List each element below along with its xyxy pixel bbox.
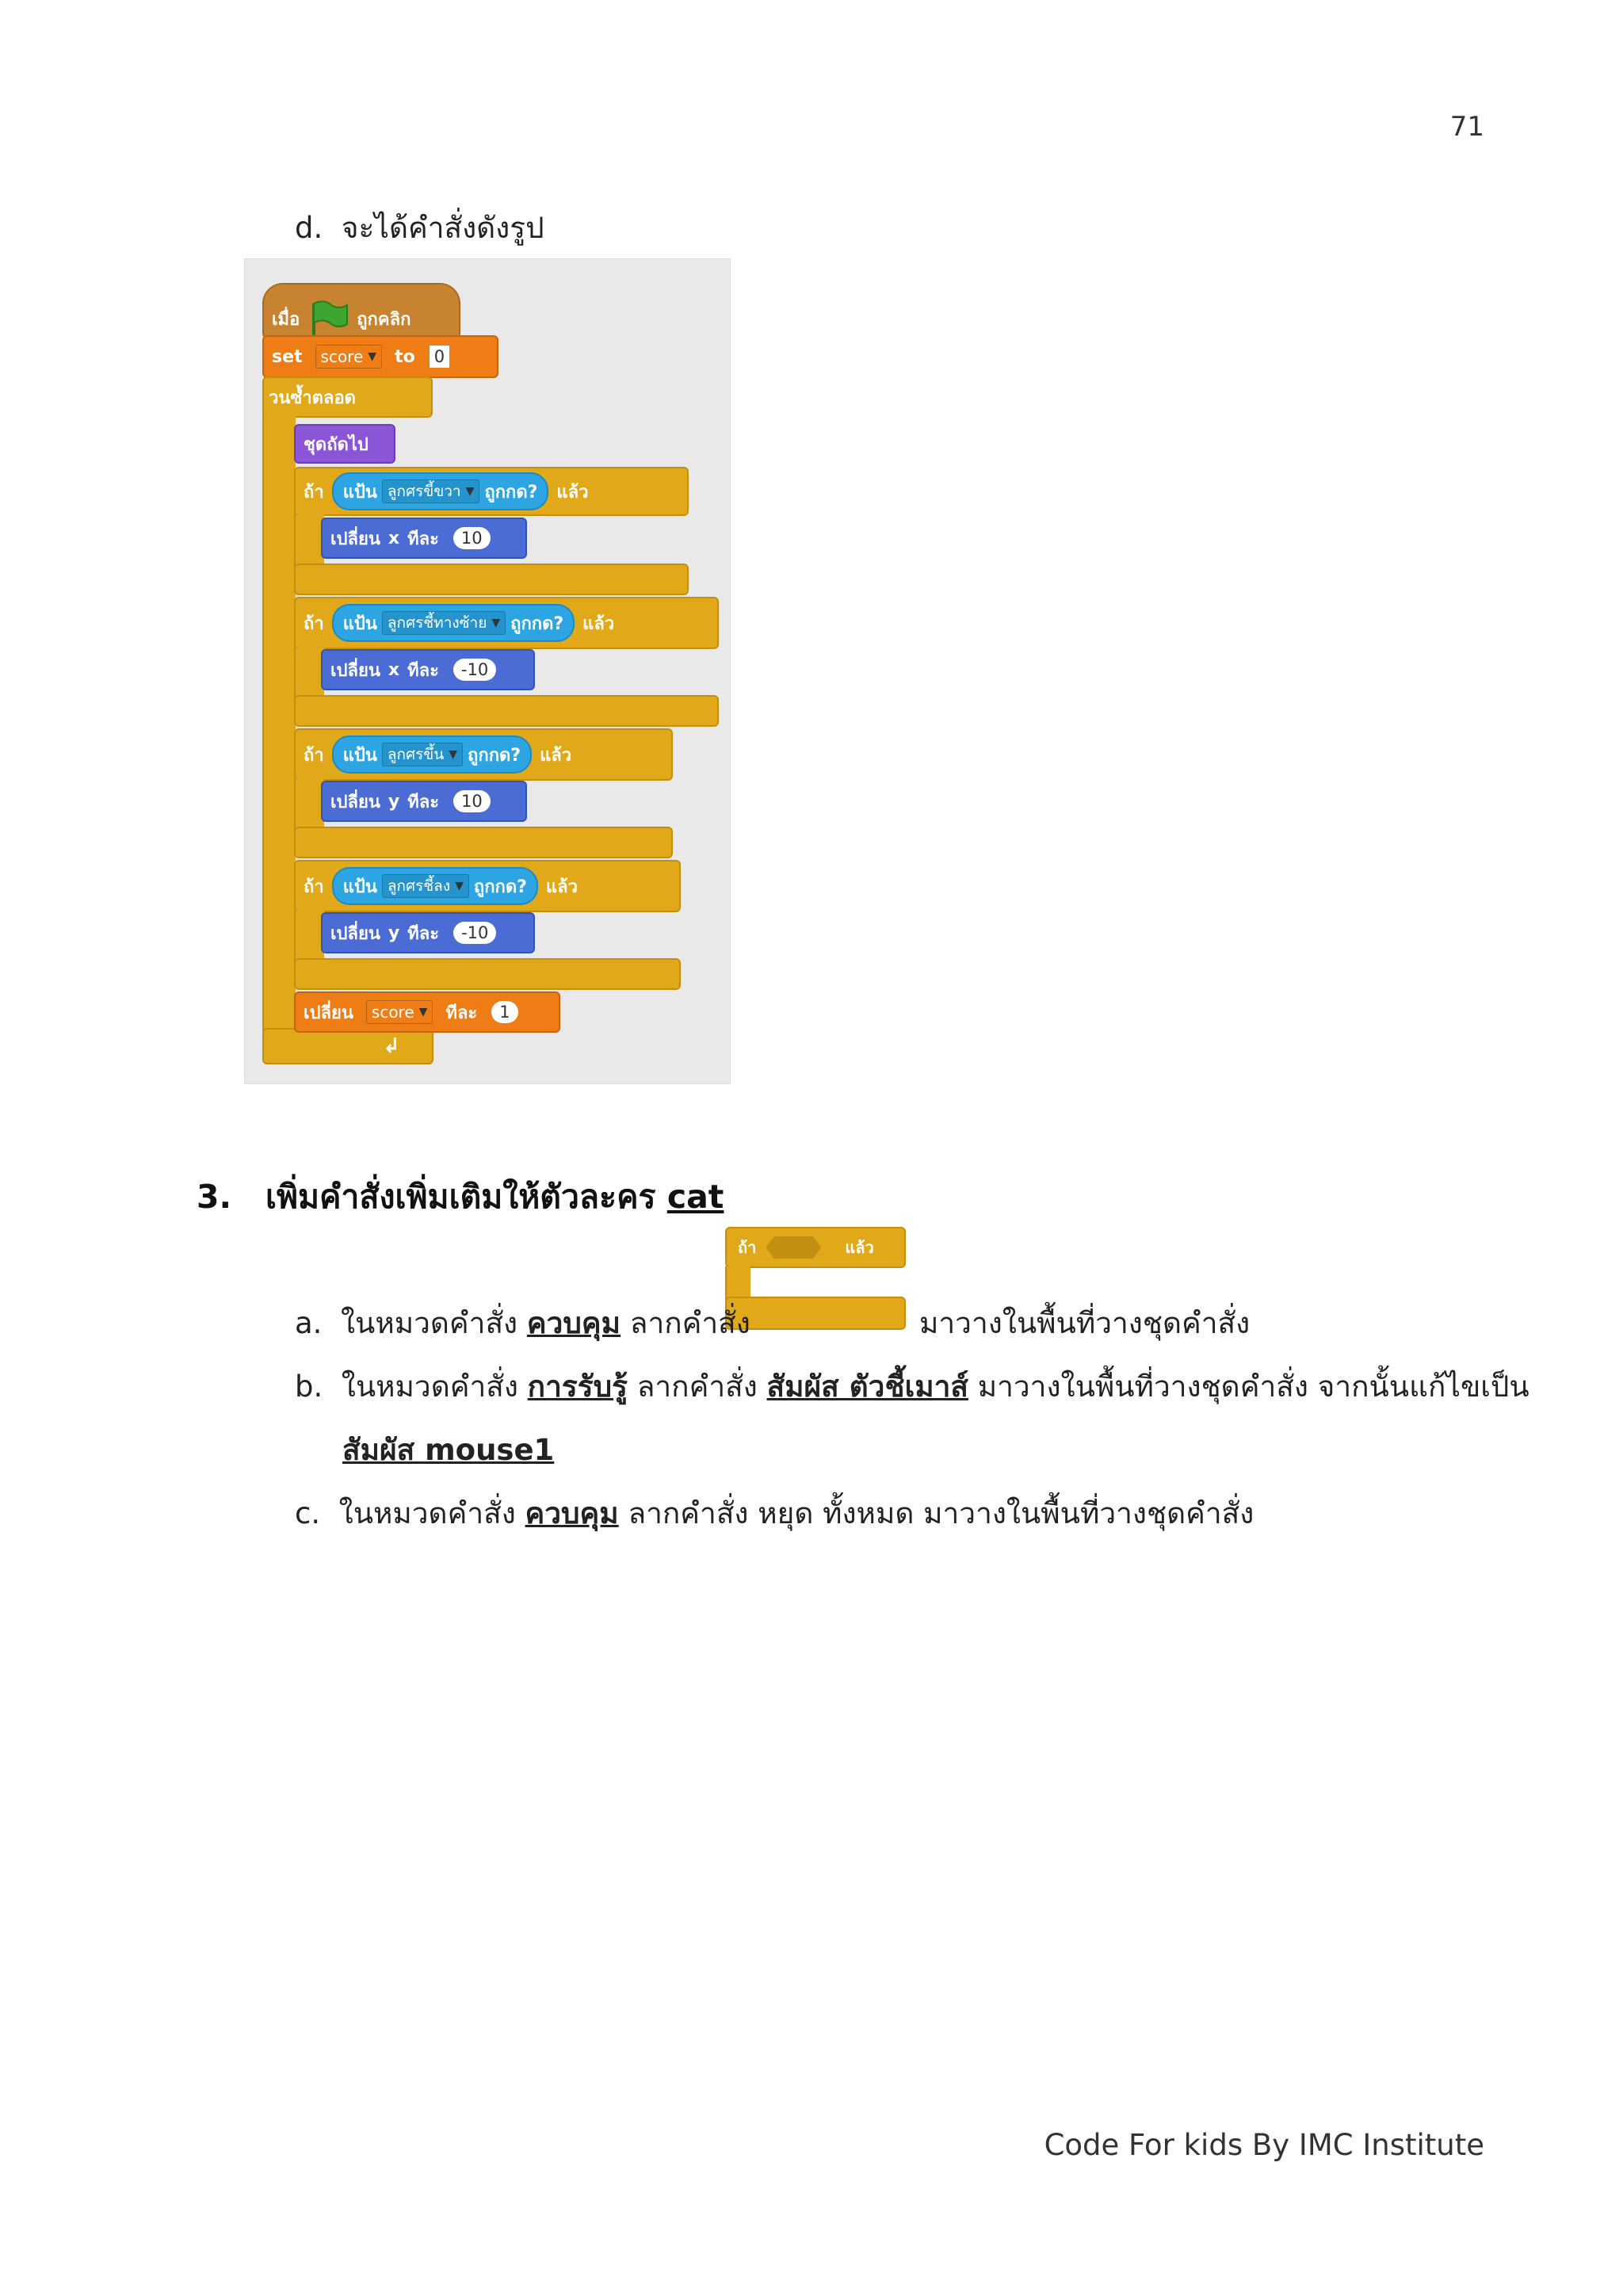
change-label: เปลี่ยน <box>330 792 380 812</box>
forever-block-bottom <box>262 1028 433 1064</box>
dropdown-arrow-icon: ▼ <box>418 1006 428 1018</box>
section-number: 3. <box>197 1178 232 1216</box>
if-icon-if-label: ถ้า <box>738 1238 757 1257</box>
key-dropdown-1: ลูกศรขี้ขวา ▼ <box>382 479 480 503</box>
item-c-line <box>295 1490 1254 1537</box>
dropdown-arrow-icon: ▼ <box>465 485 475 498</box>
score-variable-dropdown: score ▼ <box>366 1000 433 1024</box>
axis-label: x <box>388 528 400 548</box>
key-pressed-sensing-3 <box>332 735 532 774</box>
item-a-post: มาวางในพื้นที่วางชุดคำสั่ง <box>919 1306 1251 1340</box>
if-block-3-bottom <box>294 827 673 858</box>
by-label: ทีละ <box>445 1003 478 1023</box>
if-label: ถ้า <box>304 745 324 766</box>
key-label: แป้น <box>342 482 377 502</box>
to-label: to <box>395 346 415 367</box>
dropdown-arrow-icon: ▼ <box>368 350 377 363</box>
if-block-2-bottom <box>294 695 719 727</box>
item-b-post: มาวางในพื้นที่วางชุดคำสั่ง จากนั้นแก้ไขเป็น <box>977 1370 1529 1404</box>
score-variable-dropdown: score ▼ <box>315 345 383 369</box>
then-label: แล้ว <box>545 877 578 897</box>
change-label: เปลี่ยน <box>330 529 380 549</box>
key-label: แป้น <box>342 877 377 897</box>
if-icon-bottom <box>725 1297 906 1330</box>
change-x-block-1 <box>321 518 527 559</box>
item-c-marker: c. <box>295 1496 321 1530</box>
pressed-label: ถูกกด? <box>484 482 538 502</box>
if-block-1-header <box>294 467 689 516</box>
if-icon-arm <box>725 1266 750 1300</box>
forever-block-top <box>262 376 433 418</box>
axis-label: y <box>388 923 400 943</box>
if-block-2-header <box>294 597 719 649</box>
section-3-heading <box>197 1171 724 1223</box>
by-label: ทีละ <box>407 923 440 944</box>
scratch-script-screenshot <box>244 258 731 1084</box>
loop-arrow-icon: ↲ <box>383 1034 400 1058</box>
item-c-pre: ในหมวดคำสั่ง <box>338 1496 516 1530</box>
page-footer: Code For kids By IMC Institute <box>1044 2128 1484 2162</box>
section-title: เพิ่มคำสั่งเพิ่มเติมให้ตัวละคร <box>265 1178 656 1216</box>
key-dropdown-3: ลูกศรขึ้น ▼ <box>382 743 463 766</box>
key-dropdown-4: ลูกศรชี้ลง ▼ <box>382 874 469 898</box>
item-c-category: ควบคุม <box>525 1496 619 1530</box>
then-label: แล้ว <box>582 613 615 634</box>
change-x-block-2 <box>321 649 535 690</box>
by-label: ทีละ <box>407 660 439 681</box>
change-label: เปลี่ยน <box>304 1003 353 1023</box>
change-label: เปลี่ยน <box>330 660 380 681</box>
page-number: 71 <box>1449 111 1484 143</box>
set-value-input: 0 <box>430 346 449 368</box>
change-value-input: 10 <box>453 527 491 549</box>
key-pressed-sensing-2 <box>332 604 575 642</box>
next-costume-label: ชุดถัดไป <box>304 434 369 455</box>
next-costume-block <box>294 424 395 464</box>
change-label: เปลี่ยน <box>330 923 380 944</box>
dropdown-arrow-icon: ▼ <box>455 880 464 892</box>
forever-block-arm <box>262 415 296 1049</box>
dropdown-arrow-icon: ▼ <box>491 617 501 629</box>
cat-link: cat <box>666 1178 724 1216</box>
if-label: ถ้า <box>304 877 324 897</box>
when-flag-clicked-block <box>262 283 460 338</box>
if-icon-then-label: แล้ว <box>845 1238 874 1257</box>
if-block-4-bottom <box>294 958 681 990</box>
green-flag-icon <box>307 299 349 338</box>
item-a-category: ควบคุม <box>526 1306 621 1340</box>
change-value-input: 1 <box>491 1001 517 1023</box>
item-a-marker: a. <box>295 1306 323 1340</box>
item-b-pre: ในหมวดคำสั่ง <box>341 1370 518 1404</box>
pressed-label: ถูกกด? <box>473 877 527 897</box>
change-value-input: -10 <box>453 922 496 944</box>
item-b-marker: b. <box>295 1370 323 1404</box>
if-icon-header <box>725 1227 906 1268</box>
axis-label: x <box>388 659 400 680</box>
then-label: แล้ว <box>540 745 572 766</box>
step-d-marker: d. <box>295 211 323 245</box>
item-a-mid: ลากคำสั่ง <box>629 1306 750 1340</box>
axis-label: y <box>388 791 400 812</box>
set-label: set <box>272 346 303 367</box>
step-d-line <box>295 204 544 251</box>
dropdown-arrow-icon: ▼ <box>449 748 458 761</box>
if-block-1-bottom <box>294 563 689 595</box>
item-b-mid: ลากคำสั่ง <box>636 1370 758 1404</box>
hat-clicked-label: ถูกคลิก <box>357 309 411 330</box>
change-score-block <box>294 991 560 1033</box>
pressed-label: ถูกกด? <box>468 745 521 766</box>
if-block-3-header <box>294 728 673 781</box>
change-y-block-3 <box>321 781 527 822</box>
item-b-line2: สัมผัส mouse1 <box>342 1433 555 1467</box>
change-value-input: -10 <box>453 659 496 681</box>
change-value-input: 10 <box>453 790 491 812</box>
item-b-command: สัมผัส ตัวชี้เมาส์ <box>766 1370 968 1404</box>
item-a-pre: ในหมวดคำสั่ง <box>340 1306 518 1340</box>
if-label: ถ้า <box>304 613 324 634</box>
item-b-line <box>295 1363 1529 1410</box>
key-label: แป้น <box>342 613 377 634</box>
item-b-category: การรับรู้ <box>527 1370 628 1404</box>
item-c-post: ลากคำสั่ง หยุด ทั้งหมด มาวางในพื้นที่วางชุดคำสั่ง <box>628 1496 1254 1530</box>
by-label: ทีละ <box>407 792 440 812</box>
pressed-label: ถูกกด? <box>510 613 564 634</box>
then-label: แล้ว <box>556 482 589 502</box>
hat-when-label: เมื่อ <box>272 309 300 330</box>
forever-label: วนซ้ำตลอด <box>269 388 356 408</box>
if-block-4-header <box>294 860 681 912</box>
step-d-text: จะได้คำสั่งดังรูป <box>341 211 544 245</box>
condition-slot <box>766 1236 821 1259</box>
key-pressed-sensing-1 <box>332 472 549 510</box>
change-y-block-4 <box>321 912 535 953</box>
key-pressed-sensing-4 <box>332 867 538 905</box>
by-label: ทีละ <box>407 529 439 549</box>
item-a-line <box>295 1300 750 1347</box>
if-label: ถ้า <box>304 482 324 502</box>
key-label: แป้น <box>342 745 377 766</box>
if-then-block-image <box>725 1227 906 1330</box>
set-score-block <box>262 335 498 378</box>
key-dropdown-2: ลูกศรชี้ทางซ้าย ▼ <box>382 611 506 635</box>
